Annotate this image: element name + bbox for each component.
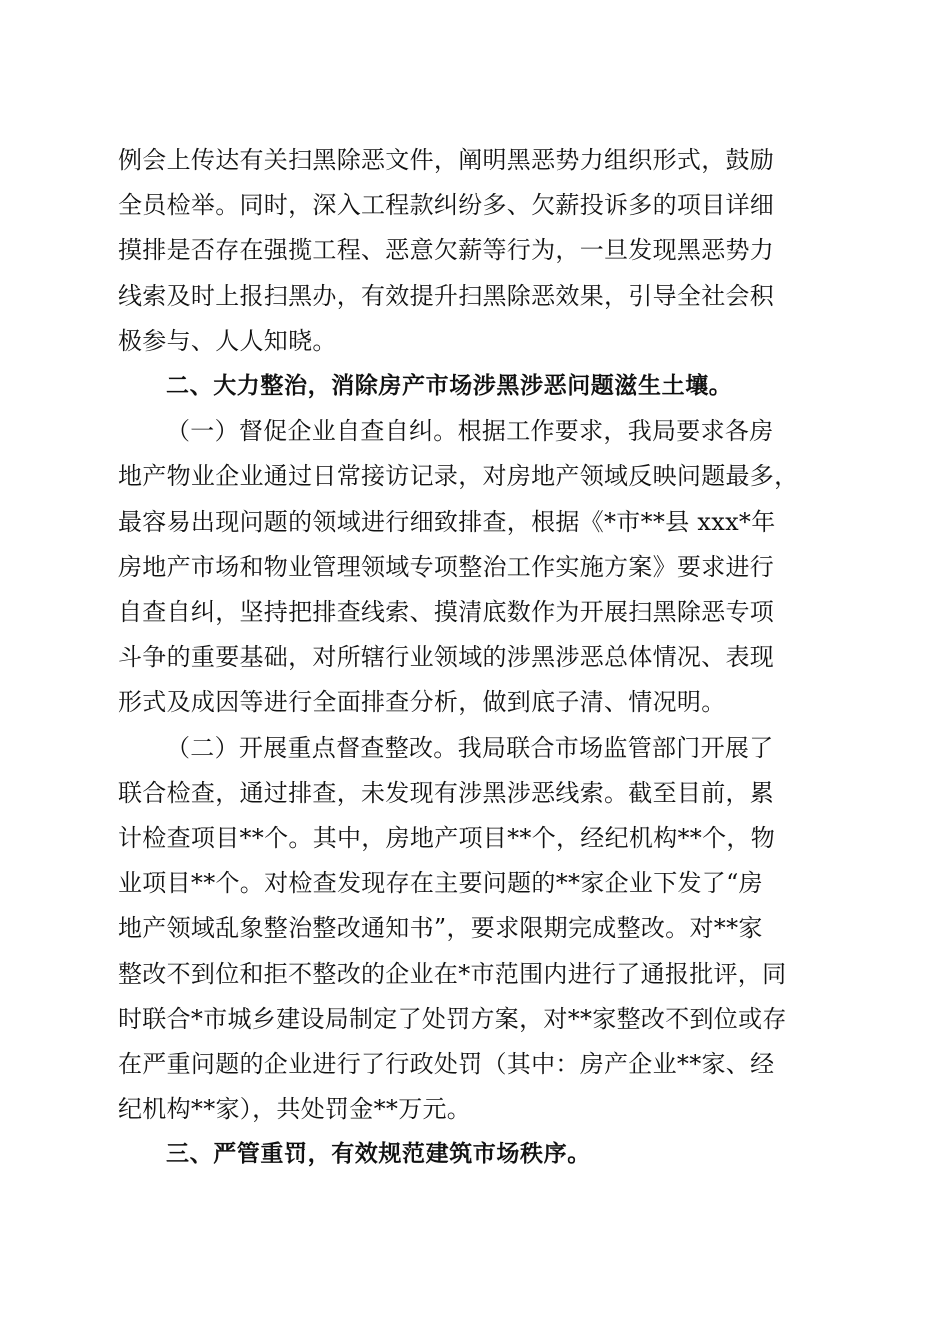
text-line: 自查自纠，坚持把排查线索、摸清底数作为开展扫黑除恶专项: [118, 598, 775, 627]
text-line: 形式及成因等进行全面排查分析，做到底子清、情况明。: [118, 688, 726, 717]
text-line: 业项目**个。对检查发现存在主要问题的**家企业下发了“房: [118, 869, 763, 898]
text-line: 房地产市场和物业管理领域专项整治工作实施方案》要求进行: [118, 552, 775, 581]
text-line: 最容易出现问题的领域进行细致排查，根据《*市**县 xxx*年: [118, 507, 776, 536]
text-line: （二）开展重点督查整改。我局联合市场监管部门开展了: [166, 733, 774, 762]
text-line: 在严重问题的企业进行了行政处罚（其中：房产企业**家、经: [118, 1050, 775, 1079]
text-line: 整改不到位和拒不整改的企业在*市范围内进行了通报批评，同: [118, 959, 787, 988]
text-line: 地产物业企业通过日常接访记录，对房地产领域反映问题最多，: [118, 462, 799, 491]
section-heading-3: 三、严管重罚，有效规范建筑市场秩序。: [166, 1141, 591, 1168]
paragraph-self-inspection: [118, 409, 836, 725]
text-line: 斗争的重要基础，对所辖行业领域的涉黑涉恶总体情况、表现: [118, 643, 775, 672]
text-line: 摸排是否存在强揽工程、恶意欠薪等行为，一旦发现黑恶势力: [118, 236, 775, 265]
text-line: 纪机构**家），共处罚金**万元。: [118, 1095, 472, 1124]
text-line: 时联合*市城乡建设局制定了处罚方案，对**家整改不到位或存: [118, 1004, 787, 1033]
document-page: [118, 138, 836, 1178]
text-line: 全员检举。同时，深入工程款纠纷多、欠薪投诉多的项目详细: [118, 191, 775, 220]
text-line: 线索及时上报扫黑办，有效提升扫黑除恶效果，引导全社会积: [118, 281, 775, 310]
paragraph-inspection-rectification: [118, 726, 836, 1133]
text-line: （一）督促企业自查自纠。根据工作要求，我局要求各房: [166, 417, 774, 446]
text-line: 联合检查，通过排查，未发现有涉黑涉恶线索。截至目前，累: [118, 778, 775, 807]
text-line: 例会上传达有关扫黑除恶文件，阐明黑恶势力组织形式，鼓励: [118, 146, 775, 174]
paragraph-intro: [118, 138, 836, 364]
text-line: 计检查项目**个。其中，房地产项目**个，经纪机构**个，物: [118, 824, 775, 853]
text-line: 地产领域乱象整治整改通知书”，要求限期完成整改。对**家: [118, 914, 763, 943]
text-line: 极参与、人人知晓。: [118, 326, 337, 355]
section-heading-2: 二、大力整治，消除房产市场涉黑涉恶问题滋生土壤。: [166, 373, 733, 400]
